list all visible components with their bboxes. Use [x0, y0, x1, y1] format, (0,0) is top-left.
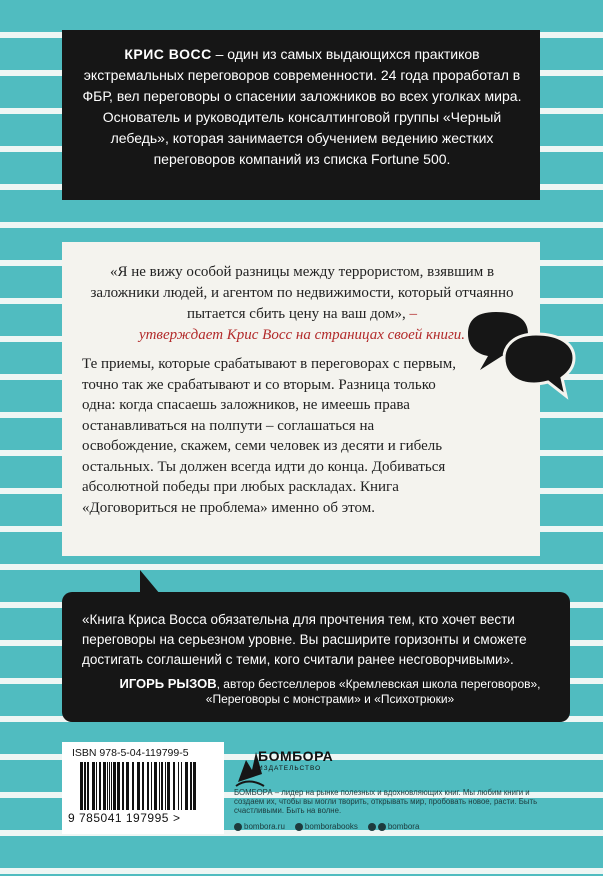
- barcode-bar: [92, 762, 95, 810]
- social-vk[interactable]: bomborabooks: [295, 822, 358, 831]
- barcode-bar: [132, 762, 134, 810]
- vk-icon: [295, 823, 303, 831]
- barcode-bar: [193, 762, 196, 810]
- barcode-bar: [137, 762, 140, 810]
- quote-text: «Я не вижу особой разницы между террористом, взявшим в заложники людей, и агентом по недвижимости, который отчаянно пытается сбить цену на ваш дом»,: [90, 264, 514, 322]
- barcode-bar: [161, 762, 163, 810]
- publisher-subtitle: ИЗДАТЕЛЬСТВО: [258, 765, 322, 772]
- barcode-bar: [142, 762, 144, 810]
- barcode-bar: [117, 762, 120, 810]
- social-youtube-telegram[interactable]: bombora: [368, 822, 420, 831]
- barcode-bar: [84, 762, 86, 810]
- review-author-desc: , автор бестселлеров «Кремлевская школа переговоров», «Переговоры с монстрами» и «Психотрюки»: [205, 677, 541, 706]
- barcode-bar: [99, 762, 101, 810]
- barcode-bar: [159, 762, 160, 810]
- footer: [62, 742, 592, 876]
- barcode-bar: [167, 762, 170, 810]
- barcode-bar: [111, 762, 112, 810]
- barcode-bar: [154, 762, 157, 810]
- barcode-bar: [96, 762, 97, 810]
- author-bio-text: – один из самых выдающихся практиков экстремальных переговоров современности. 24 года проработал в ФБР, вел переговоры о спасении заложников во всех уголках мира. Основатель и руководитель консалтинговой группы «Черный лебедь», которая занимается обучением ведению жестких переговоров компаний из списка Fortune 500.: [82, 46, 522, 167]
- publisher-name: БОМБОРА: [258, 748, 334, 764]
- barcode-bar: [165, 762, 166, 810]
- quote-attribution: утверждает Крис Восс на страницах своей книги.: [138, 327, 466, 343]
- description-text: Те приемы, которые срабатывают в переговорах с первым, точно так же срабатывают и со вторым. Разница только одна: когда спасаешь заложников, не имеешь права останавливаться на полпути – соглашаться на освобождение, скажем, семи человек из десяти и гибель остальных. Ты должен всегда идти до конца. Добиваться абсолютной победы при любых раскладах. Книга «Договориться не проблема» именно об этом.: [82, 356, 456, 516]
- telegram-icon: [378, 823, 386, 831]
- publisher-tagline: БОМБОРА – лидер на рынке полезных и вдохновляющих книг. Мы любим книги и создаем их, чтобы вы могли творить, открывать мир, пробовать новое, расти. Быть счастливыми. Быть на волне.: [234, 788, 538, 815]
- review-attribution: [82, 676, 552, 707]
- barcode-bar: [151, 762, 152, 810]
- barcode-bar: [181, 762, 182, 810]
- author-name: КРИС ВОСС: [124, 46, 212, 62]
- barcode-bar: [126, 762, 129, 810]
- barcode-box: [62, 742, 224, 834]
- social-links: [234, 822, 419, 831]
- barcode-number: 9 785041 197995 >: [68, 811, 181, 825]
- author-bio-box: [62, 30, 540, 200]
- barcode-bar: [113, 762, 116, 810]
- review-bubble-tail: [140, 570, 160, 594]
- youtube-icon: [368, 823, 376, 831]
- barcode-bar: [147, 762, 149, 810]
- review-box: [62, 592, 570, 722]
- barcode-bar: [178, 762, 179, 810]
- barcode-bar: [109, 762, 110, 810]
- review-author: ИГОРЬ РЫЗОВ: [119, 676, 217, 691]
- quote-dash: –: [405, 306, 417, 322]
- barcode-bar: [190, 762, 192, 810]
- quote-block: [82, 262, 522, 346]
- barcode-bar: [173, 762, 175, 810]
- barcode-bar: [87, 762, 89, 810]
- review-text: «Книга Криса Восса обязательна для прочтения тем, кто хочет вести переговоры на серьезном уровне. Вы расширите горизонты и сможете достигать соглашений с теми, кого считали ранее несговорчивыми».: [82, 612, 527, 667]
- barcode-bar: [185, 762, 188, 810]
- speech-bubbles-icon: [466, 306, 576, 406]
- social-site[interactable]: bombora.ru: [234, 822, 285, 831]
- barcode-graphic: [80, 762, 210, 810]
- globe-icon: [234, 823, 242, 831]
- barcode-bar: [107, 762, 108, 810]
- isbn-text: ISBN 978-5-04-119799-5: [72, 747, 189, 759]
- barcode-bar: [122, 762, 124, 810]
- barcode-bar: [103, 762, 106, 810]
- barcode-bar: [80, 762, 83, 810]
